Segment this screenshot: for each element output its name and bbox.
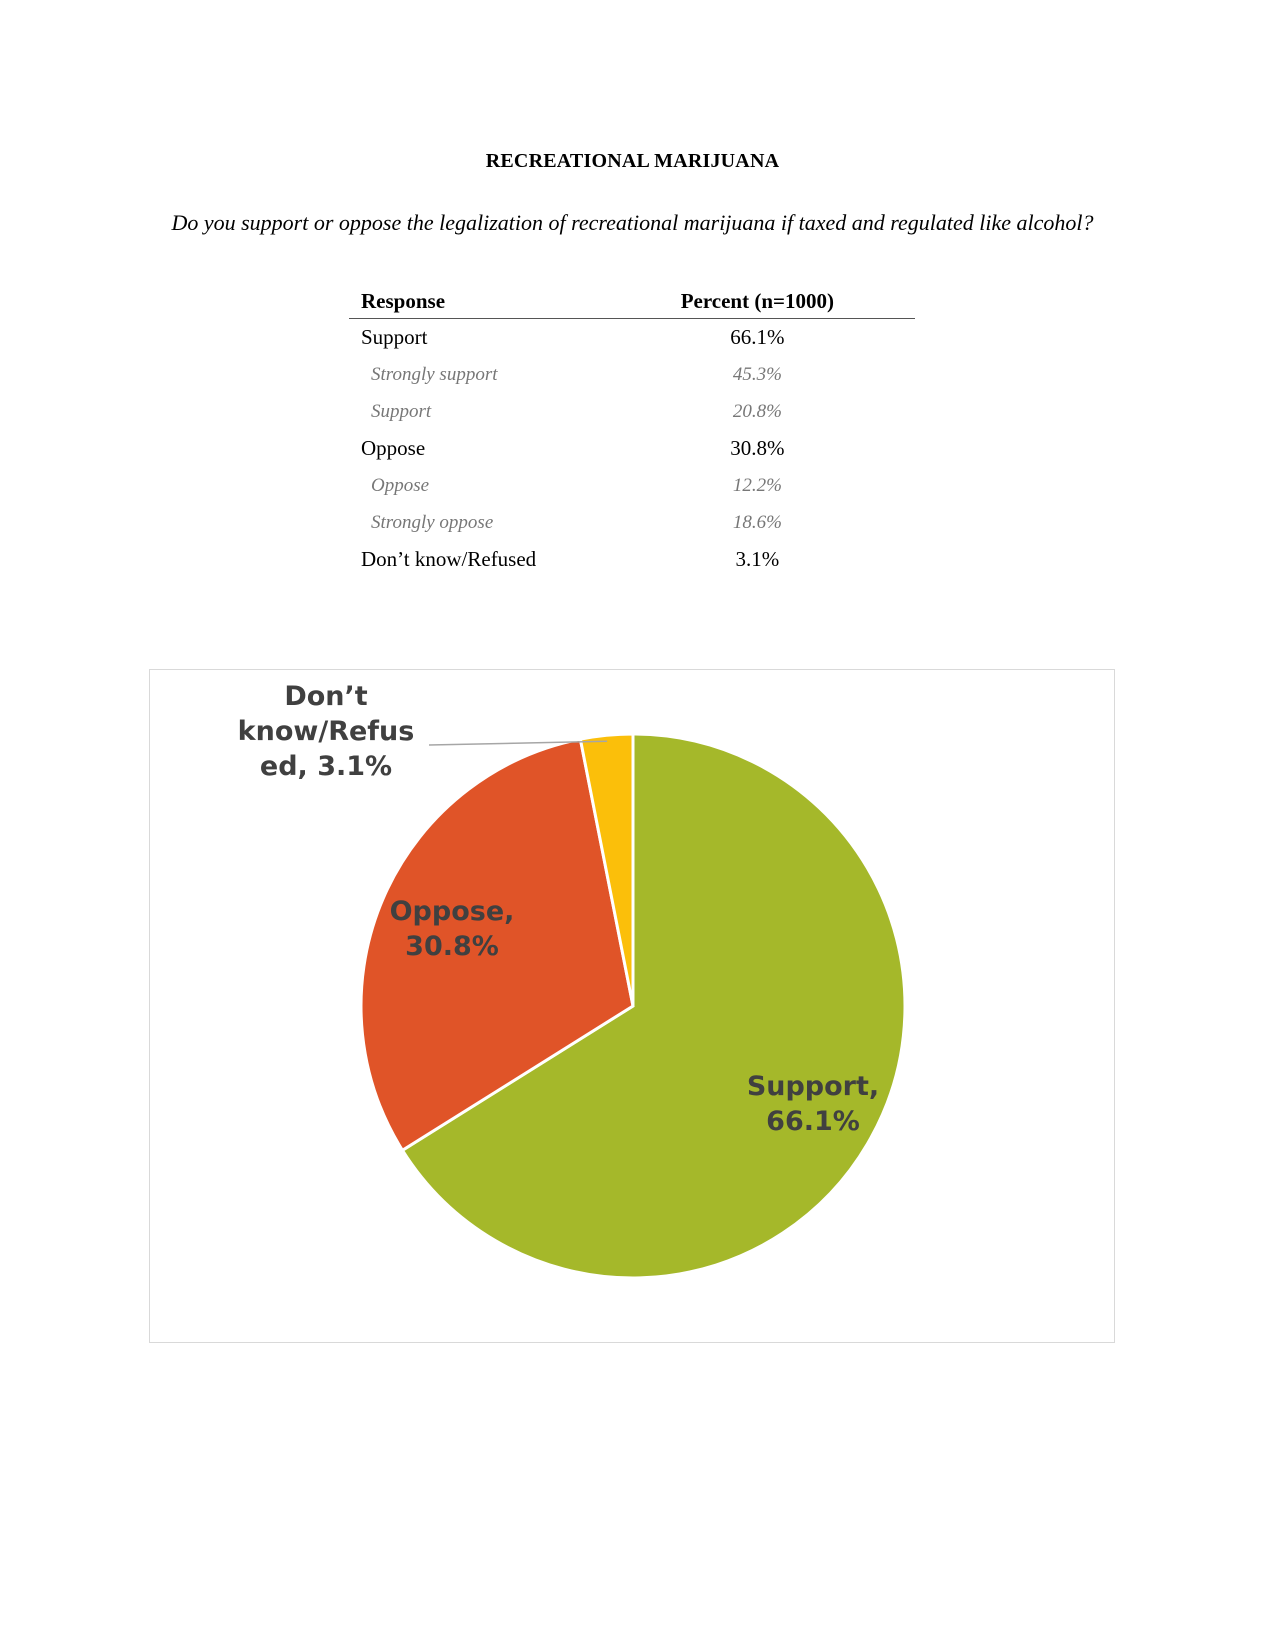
results-table xyxy=(349,284,915,578)
table-row xyxy=(349,393,915,430)
row-label: Oppose xyxy=(361,436,426,460)
header-response: Response xyxy=(349,284,628,319)
document-title: RECREATIONAL MARIJUANA xyxy=(485,150,780,172)
survey-question: Do you support or oppose the legalization of recreational marijuana if taxed and regulated like alcohol? xyxy=(171,210,1094,235)
pie-label-line: ed, 3.1% xyxy=(259,751,393,782)
row-value: 45.3% xyxy=(732,363,782,385)
table-row xyxy=(349,467,915,504)
row-value: 30.8% xyxy=(730,436,785,460)
row-label: Support xyxy=(371,400,432,422)
pie-label-line: Don’t xyxy=(284,681,368,712)
table-row xyxy=(349,319,915,357)
pie-label-line: 30.8% xyxy=(405,931,499,962)
table-row xyxy=(349,541,915,578)
table-row xyxy=(349,504,915,541)
row-value: 20.8% xyxy=(732,400,782,422)
pie-label-line: know/Refus xyxy=(237,716,415,747)
table-row xyxy=(349,356,915,393)
row-label: Oppose xyxy=(371,474,430,496)
row-label: Strongly support xyxy=(371,363,498,385)
pie-label-line: 66.1% xyxy=(766,1106,860,1137)
row-label: Strongly oppose xyxy=(371,511,494,533)
row-value: 18.6% xyxy=(732,511,782,533)
pie-chart xyxy=(150,670,1116,1344)
pie-label-dont-know xyxy=(238,681,415,782)
row-value: 66.1% xyxy=(730,325,785,349)
row-label: Don’t know/Refused xyxy=(361,547,537,571)
table-header-row xyxy=(349,284,915,319)
pie-label-line: Support, xyxy=(746,1071,880,1102)
header-percent: Percent (n=1000) xyxy=(628,284,915,319)
row-label: Support xyxy=(361,325,428,349)
row-value: 3.1% xyxy=(735,547,780,571)
row-value: 12.2% xyxy=(732,474,782,496)
pie-chart-frame xyxy=(149,669,1115,1343)
pie-label-line: Oppose, xyxy=(389,896,515,927)
table-row xyxy=(349,430,915,467)
